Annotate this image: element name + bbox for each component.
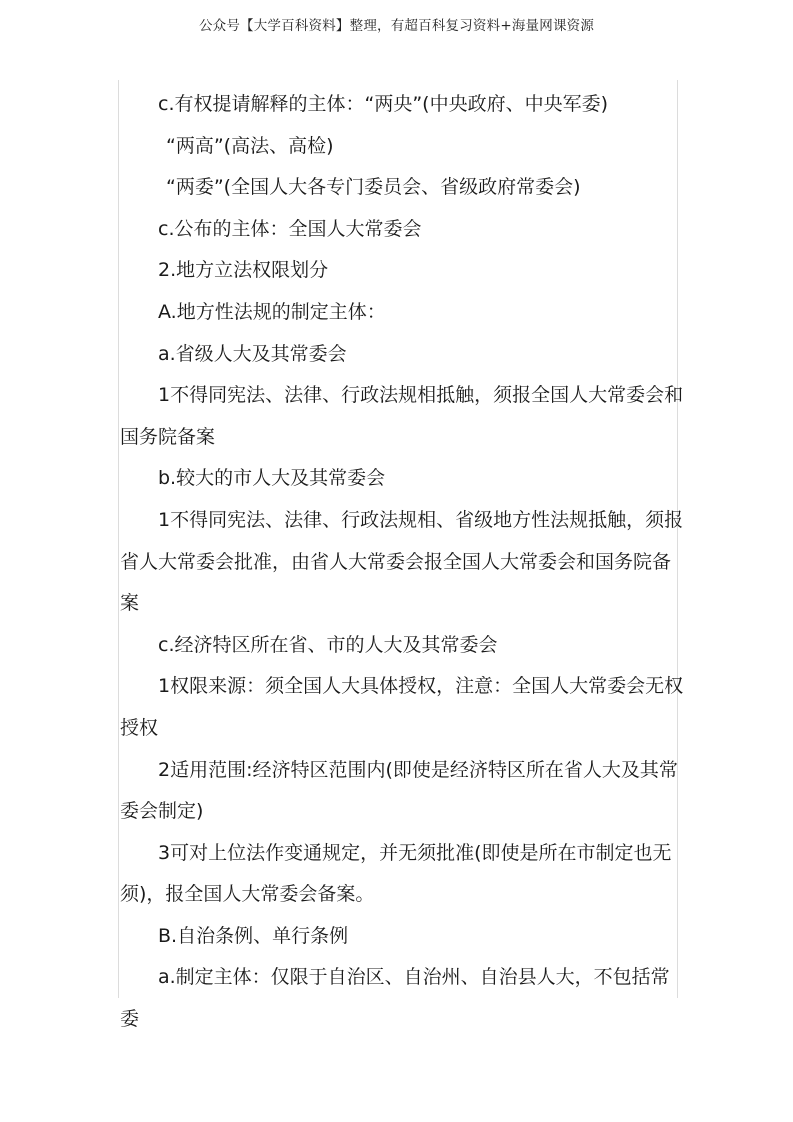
paragraph: 3可对上位法作变通规定，并无须批准(即使是所在市制定也无须)，报全国人大常委会备案。 <box>120 841 672 906</box>
paragraph: 2.地方立法权限划分 <box>158 259 329 282</box>
paragraph: b.较大的市人大及其常委会 <box>158 467 386 490</box>
paragraph: a.省级人大及其常委会 <box>158 342 347 365</box>
paragraph: A.地方性法规的制定主体： <box>158 300 386 323</box>
paragraph: B.自治条例、单行条例 <box>158 924 349 947</box>
paragraph: a.制定主体：仅限于自治区、自治州、自治县人大，不包括常委 <box>120 966 670 1031</box>
document-body <box>120 84 686 1041</box>
paragraph: c.公布的主体：全国人大常委会 <box>158 217 422 240</box>
paragraph: “两高”(高法、高检) <box>166 134 334 157</box>
page-header: 公众号【大学百科资料】整理，有超百科复习资料+海量网课资源 <box>198 18 595 34</box>
paragraph: 1权限来源：须全国人大具体授权，注意：全国人大常委会无权授权 <box>120 675 684 739</box>
paragraph: “两委”(全国人大各专门委员会、省级政府常委会) <box>166 176 581 199</box>
paragraph: 1不得同宪法、法律、行政法规相、省级地方性法规抵触，须报省人大常委会批准，由省人大常委会报全国人大常委会和国务院备案 <box>120 508 684 615</box>
paragraph: c.有权提请解释的主体：“两央”(中央政府、中央军委) <box>158 93 608 115</box>
paragraph: 1不得同宪法、法律、行政法规相抵触，须报全国人大常委会和国务院备案 <box>120 384 684 448</box>
paragraph: c.经济特区所在省、市的人大及其常委会 <box>158 633 498 656</box>
paragraph: 2适用范围:经济特区范围内(即使是经济特区所在省人大及其常委会制定) <box>120 758 678 823</box>
